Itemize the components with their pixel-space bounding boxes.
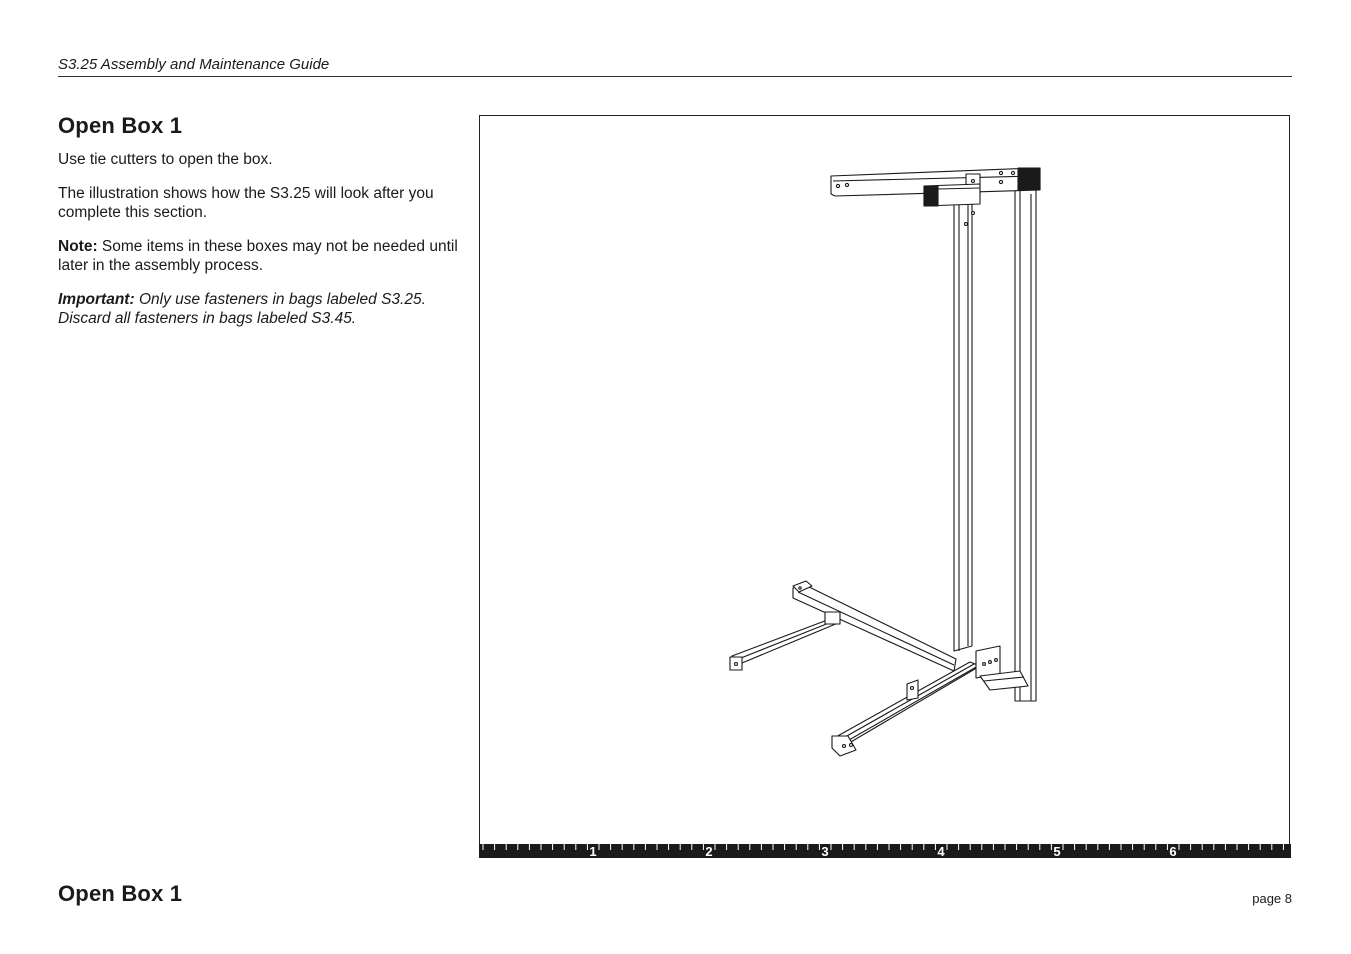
running-header: S3.25 Assembly and Maintenance Guide <box>58 56 1292 77</box>
ruler-label: 6 <box>1169 844 1177 858</box>
section-title: Open Box 1 <box>58 113 183 138</box>
ruler-label: 4 <box>937 844 945 858</box>
instruction-illustration: The illustration shows how the S3.25 will look after you complete this section. <box>58 184 434 221</box>
note-label: Note: <box>58 237 98 255</box>
important-note <box>58 290 458 329</box>
ruler-label: 5 <box>1053 844 1061 858</box>
ruler-label: 1 <box>589 844 597 858</box>
ruler-scale <box>479 844 1291 858</box>
note-text: Some items in these boxes may not be needed until later in the assembly process. <box>58 237 458 274</box>
instruction-open-box: Use tie cutters to open the box. <box>58 151 273 168</box>
important-label: Important: <box>58 290 135 308</box>
ruler-label: 2 <box>705 844 713 858</box>
frame-drawing <box>480 116 1291 858</box>
page-number: page 8 <box>1252 891 1292 906</box>
note <box>58 237 458 276</box>
measurement-ruler <box>479 844 1291 858</box>
ruler-label: 3 <box>821 844 829 858</box>
footer-title: Open Box 1 <box>58 881 183 906</box>
instructions <box>58 150 458 343</box>
assembly-illustration <box>479 115 1290 857</box>
important-text: Only use fasteners in bags labeled S3.25. Discard all fasteners in bags labeled S3.45. <box>58 290 426 327</box>
